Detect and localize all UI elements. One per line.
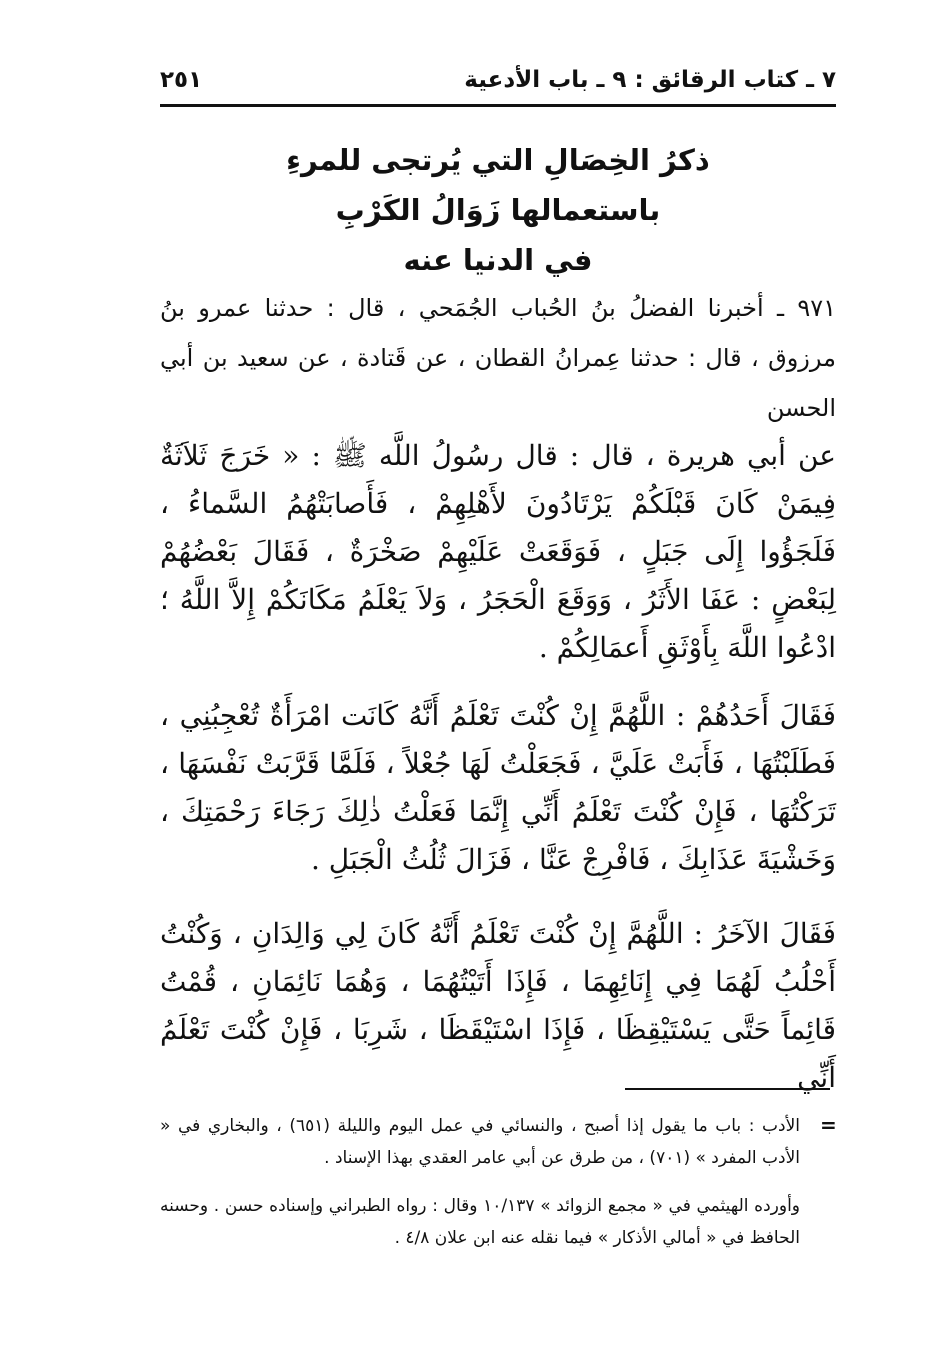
title-line-1: ذكرُ الخِصَالِ التي يُرتجى للمرءِ <box>286 143 710 177</box>
header-rule <box>160 104 836 107</box>
hadith-isnad: ٩٧١ ـ أخبرنا الفضلُ بنُ الحُباب الجُمَحي ، قال : حدثنا عمرو بنُ مرزوق ، قال : حدثنا عِمرانُ القطان ، عن قَتادة ، عن سعيد بن أبي الحسن <box>160 294 836 422</box>
footnote-1: الأدب : باب ما يقول إذا أصبح ، والنسائي في عمل اليوم والليلة (٦٥١) ، والبخاري في « الأدب المفرد » (٧٠١) ، من طرق عن أبي عامر العقدي بهذا الإسناد . <box>160 1116 800 1168</box>
hadith-paragraph-1: عن أبي هريرة ، قال : قال رسُولُ اللَّه ﷺ : « خَرَجَ ثَلاَثَةٌ فِيمَنْ كَانَ قَبْلَكُمْ يَرْتَادُونَ لأَهْلِهِمْ ، فَأَصابَتْهُمُ السَّماءُ ، فَلَجَؤُوا إِلَى جَبَلٍ ، فَوَقَعَتْ عَلَيْهِمْ صَخْرَةٌ ، فَقَالَ بَعْضُهُمْ لِبَعْضٍ : عَفَا الأَثَرُ ، وَوَقَعَ الْحَجَرُ ، وَلاَ يَعْلَمُ مَكَانَكُمْ إِلاَّ اللَّهُ ؛ ادْعُوا اللَّهَ بِأَوْثَقِ أَعمَالِكُمْ . <box>160 439 837 664</box>
title-line-2: باستعمالها زَوَالُ الكَرْبِ <box>335 193 661 227</box>
running-header <box>160 60 836 100</box>
hadith-paragraph-3: فَقَالَ الآخَرُ : اللَّهُمَّ إِنْ كُنْتَ تَعْلَمُ أَنَّهُ كَانَ لِي وَالِدَانِ ، وَكُنْتُ أَحْلُبُ لَهُمَا فِي إِنَائِهِمَا ، فَإِذَا أَتَيْتُهُمَا ، وَهُمَا نَائِمَانِ ، قُمْتُ قَائِماً حَتَّى يَسْتَيْقِظَا ، فَإِذَا اسْتَيْقَظَا ، شَرِبَا ، فَإِنْ كُنْتَ تَعْلَمُ أَنِّي <box>160 917 836 1094</box>
chapter-title: ٧ ـ كتاب الرقائق : ٩ ـ باب الأدعية <box>464 67 836 93</box>
footnote-2: وأورده الهيثمي في « مجمع الزوائد » ١٠/١٣٧ وقال : رواه الطبراني وإسناده حسن . وحسنه الحافظ في « أمالي الأذكار » فيما نقله عنه ابن علان ٤/٨ . <box>160 1196 801 1248</box>
title-line-3: في الدنيا عنه <box>403 243 593 277</box>
page-number: ٢٥١ <box>160 67 203 93</box>
section-title <box>160 135 836 285</box>
footnote-rule <box>625 1088 830 1090</box>
hadith-paragraph-2: فَقَالَ أَحَدُهُمْ : اللَّهُمَّ إِنْ كُنْتَ تَعْلَمُ أَنَّهُ كَانَت امْرَأَةٌ تُعْجِبُنِي ، فَطَلَبْتُهَا ، فَأَبَتْ عَلَيَّ ، فَجَعَلْتُ لَهَا جُعْلاً ، فَلَمَّا قَرَّبَتْ نَفْسَهَا ، تَرَكْتُهَا ، فَإِنْ كُنْتَ تَعْلَمُ أَنِّي إِنَّمَا فَعَلْتُ ذٰلِكَ رَجَاءَ رَحْمَتِكَ ، وَخَشْيَةَ عَذَابِكَ ، فَافْرِجْ عَنَّا ، فَزَالَ ثُلُثُ الْجَبَلِ . <box>160 699 836 876</box>
footnote-continuation-marker: = <box>820 1113 837 1137</box>
